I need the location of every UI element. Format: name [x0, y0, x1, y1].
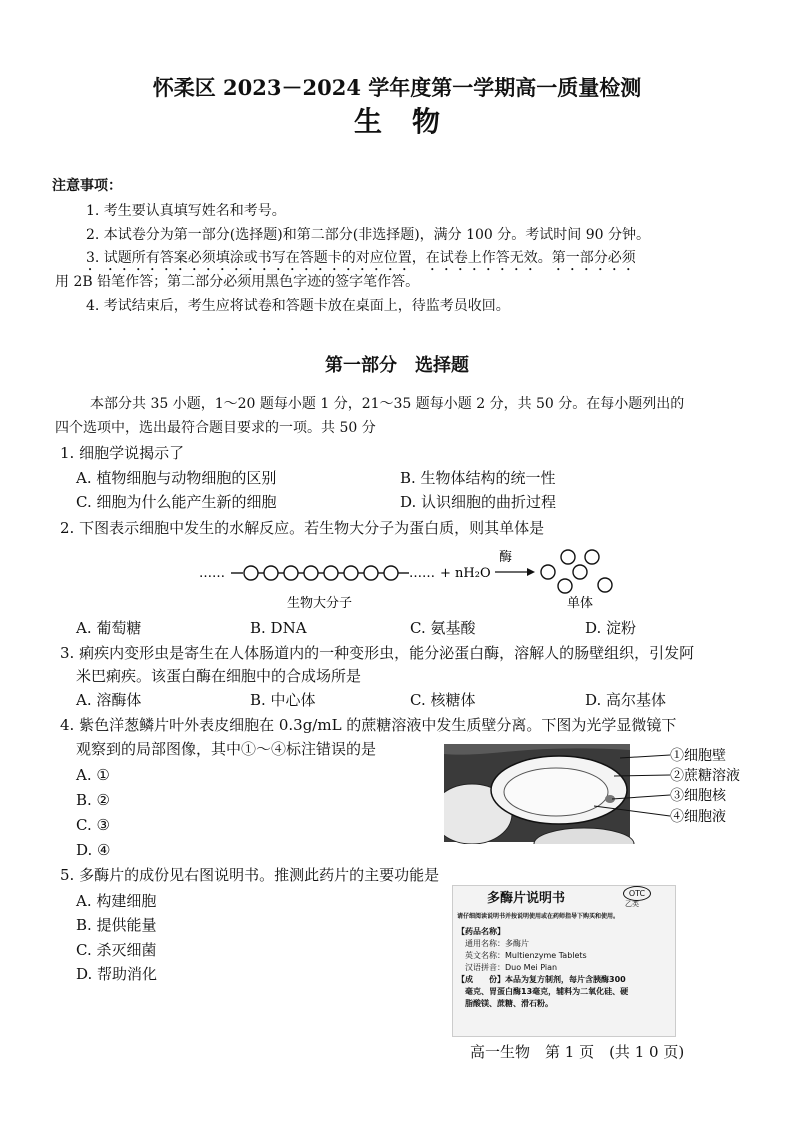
section-title: 第一部分 选择题 [325, 355, 469, 376]
q3-stem-2: 米巴痢疾。该蛋白酶在细胞中的合成场所是 [76, 667, 362, 685]
micrograph-figure [444, 744, 744, 844]
q5-stem: 5. 多酶片的成份见右图说明书。推测此药片的主要功能是 [60, 866, 440, 884]
notice-item-4: 4. 考试结束后，考生应将试卷和答题卡放在桌面上，待监考员收回。 [86, 298, 510, 314]
q4-option-c: C. ③ [76, 816, 110, 834]
fig-water: + nH₂O [440, 566, 491, 581]
q4-stem-2: 观察到的局部图像，其中①～④标注错误的是 [76, 740, 377, 758]
medicine-leaflet [452, 885, 676, 1037]
section-intro-2: 四个选项中，选出最符合题目要求的一项。共 50 分 [55, 420, 376, 436]
notice-item-3b: 用 2B 铅笔作答；第二部分必须用黑色字迹的签字笔作答。 [55, 274, 420, 290]
leaflet-comp-3: 脂酸镁、蔗糖、滑石粉。 [465, 999, 553, 1008]
q5-option-b: B. 提供能量 [76, 916, 157, 934]
q2-option-c: C. 氨基酸 [410, 619, 476, 637]
q5-option-d: D. 帮助消化 [76, 965, 158, 983]
q1-option-d: D. 认识细胞的曲折过程 [400, 493, 557, 511]
label-sucrose-solution: ②蔗糖溶液 [670, 768, 740, 784]
q2-option-a: A. 葡萄糖 [76, 619, 142, 637]
q2-option-d: D. 淀粉 [585, 619, 637, 637]
leaflet-comp-1: 【成 份】本品为复方制剂，每片含胰酶300 [457, 975, 626, 984]
q3-stem-1: 3. 痢疾内变形虫是寄生在人体肠道内的一种变形虫，能分泌蛋白酶，溶解人的肠壁组织，引发阿 [60, 644, 695, 662]
q4-stem-1: 4. 紫色洋葱鳞片叶外表皮细胞在 0.3g/mL 的蔗糖溶液中发生质壁分离。下图为光学显微镜下 [60, 716, 677, 734]
page-footer: 高一生物 第 1 页 (共 1 0 页) [470, 1043, 685, 1061]
otc-badge: OTC [623, 886, 651, 901]
q4-option-a: A. ① [76, 766, 110, 784]
leaflet-name-head: 【药品名称】 [457, 927, 505, 936]
q5-option-c: C. 杀灭细菌 [76, 941, 157, 959]
q2-stem: 2. 下图表示细胞中发生的水解反应。若生物大分子为蛋白质，则其单体是 [60, 519, 545, 537]
q1-option-a: A. 植物细胞与动物细胞的区别 [76, 469, 277, 487]
fig-enzyme: 酶 [499, 550, 513, 565]
q3-option-a: A. 溶酶体 [76, 691, 142, 709]
leaflet-english: 英文名称：Multienzyme Tablets [465, 951, 587, 960]
subject-title: 生物 [353, 105, 470, 138]
q4-option-d: D. ④ [76, 841, 111, 859]
q3-option-d: D. 高尔基体 [585, 691, 667, 709]
notice-item-2: 2. 本试卷分为第一部分(选择题)和第二部分(非选择题)，满分 100 分。考试时间 90 分钟。 [86, 227, 650, 243]
label-cell-sap: ④细胞液 [670, 809, 726, 825]
label-cell-wall: ①细胞壁 [670, 748, 726, 764]
notice-item-3: 3. 试题所有答案必须填涂或书写在答题卡的对应位置，在试卷上作答无效。第一部分必须 [86, 250, 636, 266]
leaflet-warning: 请仔细阅读说明书并按说明使用或在药师指导下购买和使用。 [457, 913, 620, 920]
page-title: 怀柔区 2023－2024 学年度第一学期高一质量检测 [152, 75, 642, 100]
leaflet-comp-2: 毫克、胃蛋白酶13毫克，辅料为二氧化硅、硬 [465, 987, 629, 996]
label-nucleus: ③细胞核 [670, 788, 726, 804]
q4-option-b: B. ② [76, 791, 111, 809]
q1-stem: 1. 细胞学说揭示了 [60, 444, 185, 462]
macromolecule-chain [244, 566, 398, 580]
monomers [541, 550, 612, 593]
q5-option-a: A. 构建细胞 [76, 892, 157, 910]
section-intro-1: 本部分共 35 小题，1～20 题每小题 1 分，21～35 题每小题 2 分，共 50 分。在每小题列出的 [90, 396, 685, 412]
q1-option-c: C. 细胞为什么能产生新的细胞 [76, 493, 277, 511]
otc-class: 乙类 [625, 900, 639, 908]
leaflet-title: 多酶片说明书 [487, 891, 566, 906]
fig-dots-left: …… [199, 566, 225, 581]
q3-option-b: B. 中心体 [250, 691, 316, 709]
fig-mono-label: 单体 [567, 596, 594, 611]
notice-item-1: 1. 考生要认真填写姓名和考号。 [86, 203, 286, 219]
notice-heading: 注意事项： [52, 178, 122, 194]
q2-option-b: B. DNA [250, 619, 307, 637]
q3-option-c: C. 核糖体 [410, 691, 476, 709]
leaflet-pinyin: 汉语拼音：Duo Mei Pian [465, 963, 558, 972]
hydrolysis-diagram [195, 545, 625, 615]
fig-dots-right: …… [409, 566, 435, 581]
leaflet-generic: 通用名称：多酶片 [465, 939, 529, 948]
q1-option-b: B. 生物体结构的统一性 [400, 469, 556, 487]
fig-macro-label: 生物大分子 [287, 596, 353, 611]
